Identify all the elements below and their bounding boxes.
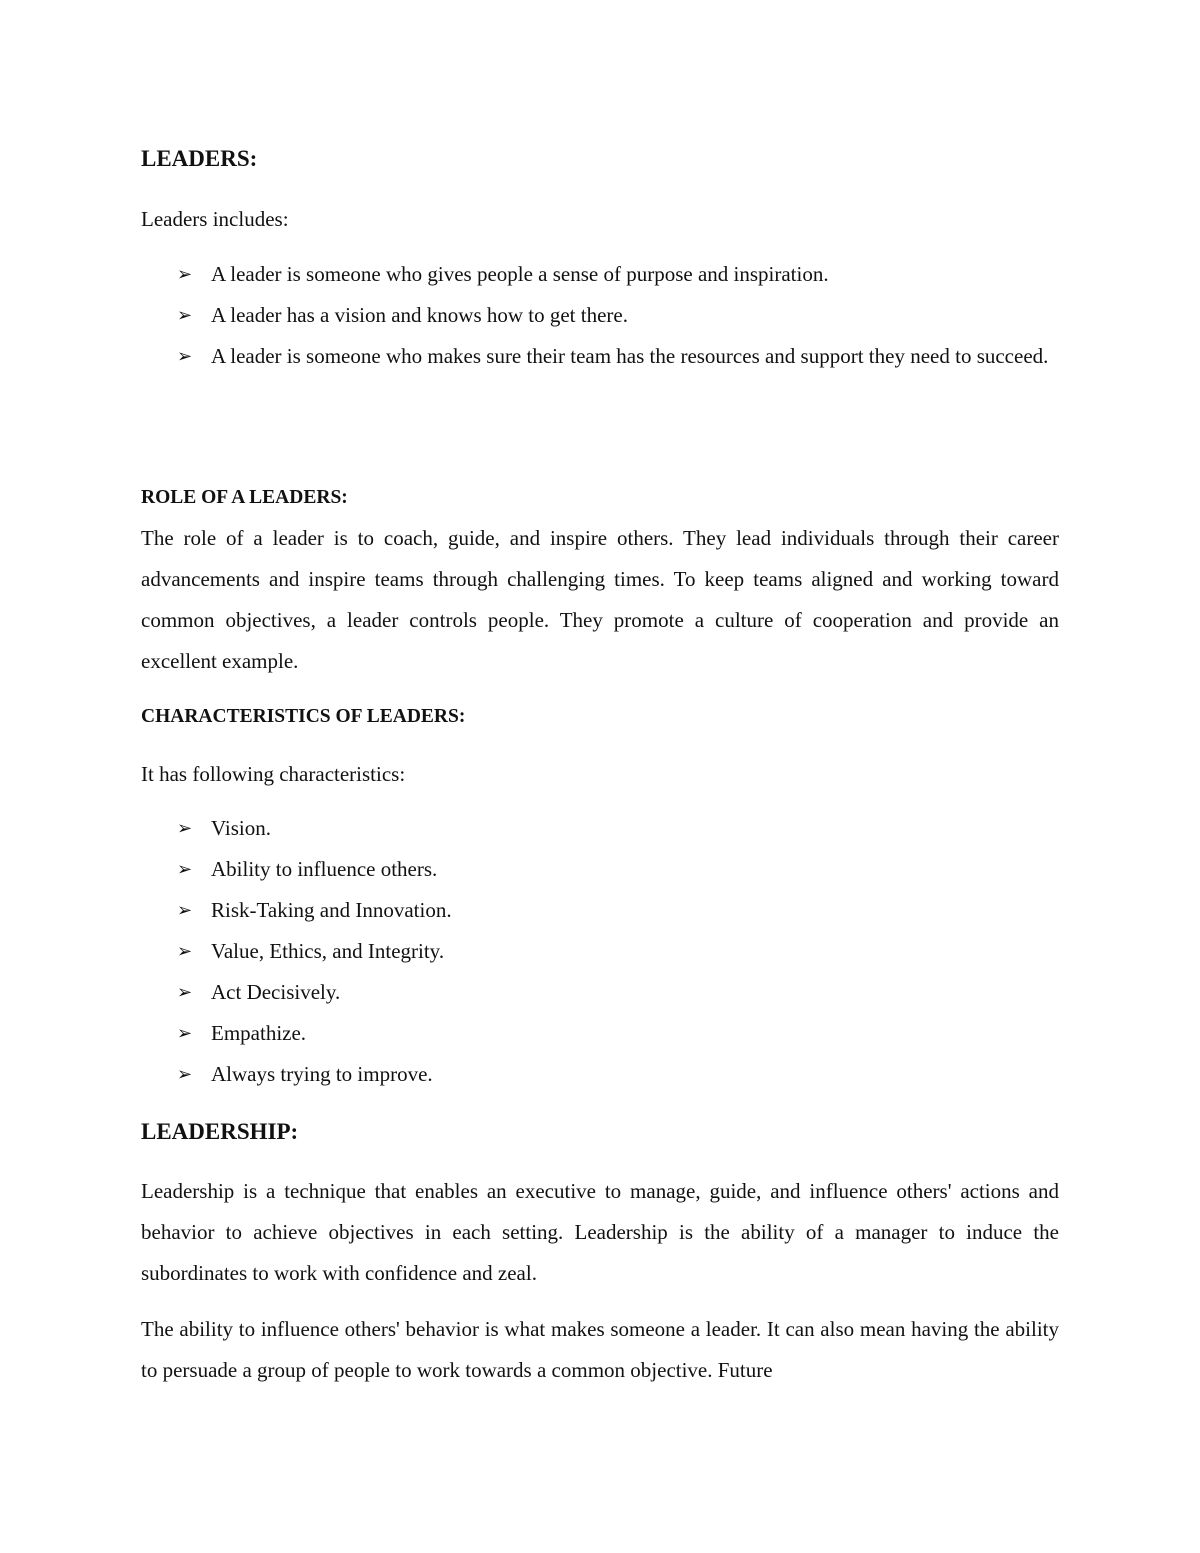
list-item xyxy=(141,972,1059,1013)
list-item xyxy=(141,295,1059,336)
leaders-intro: Leaders includes: xyxy=(141,207,289,231)
list-item xyxy=(141,254,1059,295)
arrow-bullet-icon: ➢ xyxy=(177,1064,193,1085)
list-item xyxy=(141,849,1059,890)
leaders-heading: LEADERS: xyxy=(141,146,258,171)
leadership-heading: LEADERSHIP: xyxy=(141,1119,299,1144)
leadership-paragraph-1: Leadership is a technique that enables an executive to manage, guide, and influence others' actions and behavior to achieve objectives in each setting. Leadership is the ability of a manager to induce the subordinates to work with confidence and zeal. xyxy=(141,1179,1059,1285)
list-item-text: Always trying to improve. xyxy=(211,1062,433,1086)
arrow-bullet-icon: ➢ xyxy=(177,859,193,880)
list-item-text: Empathize. xyxy=(211,1021,307,1045)
arrow-bullet-icon: ➢ xyxy=(177,264,193,285)
list-item-text: Vision. xyxy=(211,816,271,840)
list-item-text: A leader has a vision and knows how to get there. xyxy=(211,303,628,327)
role-heading: ROLE OF A LEADERS: xyxy=(141,487,348,508)
arrow-bullet-icon: ➢ xyxy=(177,900,193,921)
characteristics-bullet-list xyxy=(141,808,1059,1095)
leaders-bullet-list xyxy=(141,254,1059,377)
characteristics-intro: It has following characteristics: xyxy=(141,762,406,786)
list-item-text: A leader is someone who makes sure their team has the resources and support they need to succeed. xyxy=(211,344,1049,368)
leadership-paragraph-2: The ability to influence others' behavior is what makes someone a leader. It can also mean having the ability to persuade a group of people to work towards a common objective. Future xyxy=(141,1317,1059,1382)
list-item xyxy=(141,890,1059,931)
list-item xyxy=(141,1054,1059,1095)
arrow-bullet-icon: ➢ xyxy=(177,941,193,962)
list-item xyxy=(141,336,1059,377)
role-paragraph: The role of a leader is to coach, guide, and inspire others. They lead individuals through their career advancements and inspire teams through challenging times. To keep teams aligned and working toward common objectives, a leader controls people. They promote a culture of cooperation and provide an excellent example. xyxy=(141,526,1059,673)
list-item-text: Value, Ethics, and Integrity. xyxy=(211,939,445,963)
list-item-text: A leader is someone who gives people a sense of purpose and inspiration. xyxy=(211,262,829,286)
list-item xyxy=(141,808,1059,849)
arrow-bullet-icon: ➢ xyxy=(177,305,193,326)
arrow-bullet-icon: ➢ xyxy=(177,982,193,1003)
list-item-text: Ability to influence others. xyxy=(211,857,438,881)
list-item-text: Risk-Taking and Innovation. xyxy=(211,898,452,922)
characteristics-heading: CHARACTERISTICS OF LEADERS: xyxy=(141,706,466,727)
list-item xyxy=(141,1013,1059,1054)
arrow-bullet-icon: ➢ xyxy=(177,346,193,367)
list-item xyxy=(141,931,1059,972)
arrow-bullet-icon: ➢ xyxy=(177,1023,193,1044)
list-item-text: Act Decisively. xyxy=(211,980,341,1004)
arrow-bullet-icon: ➢ xyxy=(177,818,193,839)
